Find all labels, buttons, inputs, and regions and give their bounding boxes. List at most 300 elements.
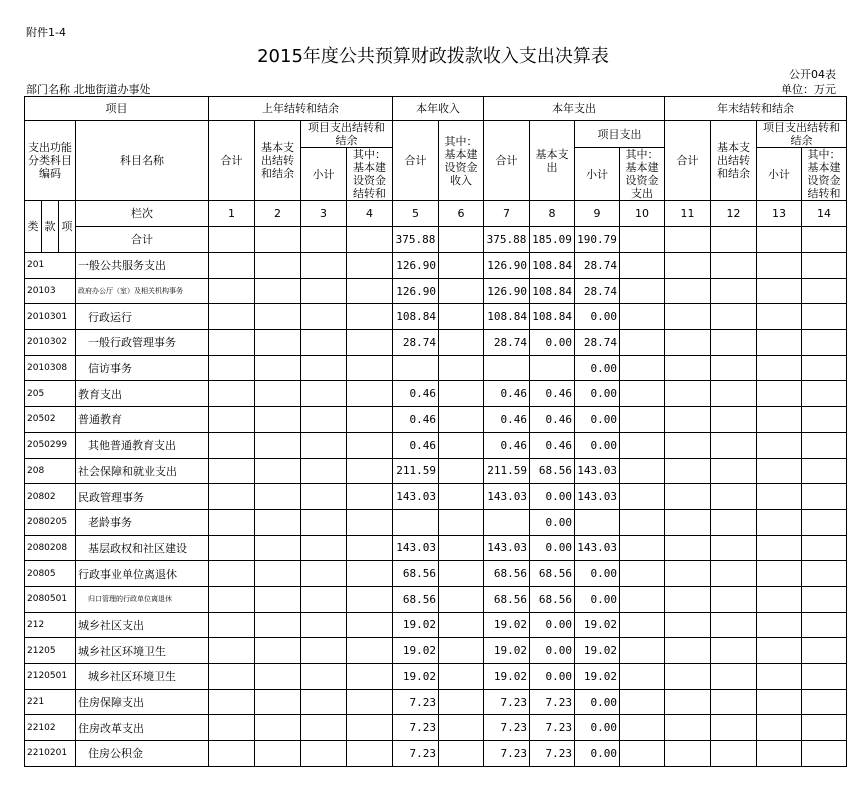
subject-name: 城乡社区环境卫生 bbox=[76, 638, 209, 664]
cell bbox=[255, 381, 301, 407]
header-income-total: 合计 bbox=[393, 121, 439, 201]
expense-project: 19.02 bbox=[575, 612, 620, 638]
cell bbox=[209, 253, 255, 279]
cell bbox=[802, 715, 847, 741]
cell bbox=[802, 612, 847, 638]
expense-project: 28.74 bbox=[575, 253, 620, 279]
dept-label: 部门名称 bbox=[26, 83, 70, 96]
header-income-capital: 其中：基本建设资金收入 bbox=[439, 121, 484, 201]
cell bbox=[347, 458, 393, 484]
table-row bbox=[25, 432, 847, 458]
table-row bbox=[25, 330, 847, 356]
cell bbox=[255, 535, 301, 561]
table-row bbox=[25, 509, 847, 535]
subject-name: 行政事业单位离退休 bbox=[76, 561, 209, 587]
cell bbox=[711, 278, 757, 304]
expense-basic: 0.00 bbox=[530, 330, 575, 356]
expense-project: 143.03 bbox=[575, 458, 620, 484]
header-exp-capital: 其中：基本建设资金支出 bbox=[620, 148, 665, 201]
expense-total bbox=[484, 509, 530, 535]
subject-code: 21205 bbox=[25, 638, 76, 664]
cell bbox=[301, 689, 347, 715]
cell bbox=[757, 561, 802, 587]
table-row bbox=[25, 304, 847, 330]
cell bbox=[802, 330, 847, 356]
header-exp-total: 合计 bbox=[484, 121, 530, 201]
expense-total: 211.59 bbox=[484, 458, 530, 484]
cell bbox=[255, 355, 301, 381]
cell bbox=[301, 407, 347, 433]
col-num: 12 bbox=[711, 201, 757, 227]
cell bbox=[255, 586, 301, 612]
subject-code: 208 bbox=[25, 458, 76, 484]
header-end-total: 合计 bbox=[665, 121, 711, 201]
cell bbox=[620, 407, 665, 433]
unit-label: 单位：万元 bbox=[781, 83, 836, 96]
cell bbox=[711, 355, 757, 381]
cell bbox=[802, 381, 847, 407]
header-xiang: 项 bbox=[59, 201, 76, 253]
cell bbox=[439, 612, 484, 638]
expense-project: 19.02 bbox=[575, 664, 620, 690]
income-total: 68.56 bbox=[393, 586, 439, 612]
expense-basic: 7.23 bbox=[530, 715, 575, 741]
subject-code: 2080208 bbox=[25, 535, 76, 561]
header-end-balance: 年末结转和结余 bbox=[665, 97, 847, 121]
cell bbox=[439, 484, 484, 510]
cell bbox=[620, 432, 665, 458]
header-project: 项目 bbox=[25, 97, 209, 121]
cell bbox=[209, 278, 255, 304]
subject-name: 社会保障和就业支出 bbox=[76, 458, 209, 484]
expense-basic: 0.46 bbox=[530, 407, 575, 433]
cell bbox=[255, 638, 301, 664]
col-num: 14 bbox=[802, 201, 847, 227]
cell bbox=[620, 741, 665, 767]
cell bbox=[757, 741, 802, 767]
cell bbox=[665, 638, 711, 664]
cell bbox=[802, 278, 847, 304]
expense-total: 28.74 bbox=[484, 330, 530, 356]
subject-name: 住房改革支出 bbox=[76, 715, 209, 741]
cell bbox=[757, 407, 802, 433]
cell bbox=[301, 253, 347, 279]
subject-name: 教育支出 bbox=[76, 381, 209, 407]
cell bbox=[711, 638, 757, 664]
subject-name: 一般公共服务支出 bbox=[76, 253, 209, 279]
cell bbox=[347, 278, 393, 304]
cell bbox=[802, 664, 847, 690]
cell bbox=[347, 638, 393, 664]
cell bbox=[347, 586, 393, 612]
cell bbox=[439, 330, 484, 356]
expense-project: 0.00 bbox=[575, 381, 620, 407]
cell bbox=[347, 561, 393, 587]
cell bbox=[255, 304, 301, 330]
cell bbox=[439, 664, 484, 690]
expense-total: 126.90 bbox=[484, 253, 530, 279]
expense-project bbox=[575, 509, 620, 535]
subject-code: 2210201 bbox=[25, 741, 76, 767]
cell bbox=[665, 586, 711, 612]
cell bbox=[665, 561, 711, 587]
subject-code: 20103 bbox=[25, 278, 76, 304]
cell bbox=[347, 253, 393, 279]
subject-name: 归口管理的行政单位离退休 bbox=[76, 586, 209, 612]
header-end-capital: 其中：基本建设资金结转和 bbox=[802, 148, 847, 201]
cell bbox=[757, 664, 802, 690]
cell bbox=[620, 715, 665, 741]
cell bbox=[620, 535, 665, 561]
cell bbox=[347, 509, 393, 535]
cell bbox=[757, 278, 802, 304]
table-row bbox=[25, 741, 847, 767]
income-total: 126.90 bbox=[393, 253, 439, 279]
cell bbox=[255, 561, 301, 587]
expense-total: 0.46 bbox=[484, 381, 530, 407]
cell bbox=[665, 458, 711, 484]
col-num: 6 bbox=[439, 201, 484, 227]
income-total bbox=[393, 355, 439, 381]
header-func-code: 支出功能分类科目编码 bbox=[25, 121, 76, 201]
page-title: 2015年度公共预算财政拨款收入支出决算表 bbox=[257, 46, 609, 67]
income-total: 7.23 bbox=[393, 715, 439, 741]
cell bbox=[255, 484, 301, 510]
cell bbox=[620, 561, 665, 587]
cell bbox=[665, 355, 711, 381]
expense-basic: 0.46 bbox=[530, 381, 575, 407]
header-prev-subtotal: 小计 bbox=[301, 148, 347, 201]
expense-project: 143.03 bbox=[575, 484, 620, 510]
cell bbox=[757, 484, 802, 510]
cell bbox=[711, 330, 757, 356]
cell bbox=[802, 407, 847, 433]
cell bbox=[209, 330, 255, 356]
cell bbox=[665, 535, 711, 561]
cell bbox=[665, 715, 711, 741]
cell bbox=[439, 458, 484, 484]
cell bbox=[301, 509, 347, 535]
cell bbox=[711, 586, 757, 612]
header-exp-proj: 项目支出 bbox=[575, 121, 665, 148]
expense-project: 0.00 bbox=[575, 304, 620, 330]
expense-total: 7.23 bbox=[484, 741, 530, 767]
cell bbox=[301, 432, 347, 458]
cell bbox=[347, 741, 393, 767]
cell bbox=[757, 715, 802, 741]
table-row bbox=[25, 278, 847, 304]
cell bbox=[209, 407, 255, 433]
cell bbox=[255, 741, 301, 767]
total-income: 375.88 bbox=[393, 227, 439, 253]
cell bbox=[439, 561, 484, 587]
income-total: 0.46 bbox=[393, 381, 439, 407]
expense-basic: 68.56 bbox=[530, 458, 575, 484]
cell bbox=[301, 561, 347, 587]
cell bbox=[757, 432, 802, 458]
cell bbox=[757, 509, 802, 535]
subject-name: 基层政权和社区建设 bbox=[76, 535, 209, 561]
cell bbox=[209, 484, 255, 510]
cell bbox=[255, 432, 301, 458]
expense-project: 28.74 bbox=[575, 278, 620, 304]
header-lei: 类 bbox=[25, 201, 42, 253]
cell bbox=[347, 355, 393, 381]
expense-total: 68.56 bbox=[484, 586, 530, 612]
total-basic: 185.09 bbox=[530, 227, 575, 253]
subject-code: 2010302 bbox=[25, 330, 76, 356]
table-row bbox=[25, 715, 847, 741]
table-row bbox=[25, 612, 847, 638]
cell bbox=[301, 458, 347, 484]
cell bbox=[347, 689, 393, 715]
income-total: 28.74 bbox=[393, 330, 439, 356]
cell bbox=[757, 586, 802, 612]
cell bbox=[802, 253, 847, 279]
table-row bbox=[25, 484, 847, 510]
cell bbox=[620, 355, 665, 381]
cell bbox=[665, 612, 711, 638]
header-col-order: 栏次 bbox=[76, 201, 209, 227]
income-total: 143.03 bbox=[393, 484, 439, 510]
cell bbox=[665, 253, 711, 279]
expense-total: 7.23 bbox=[484, 689, 530, 715]
cell bbox=[757, 355, 802, 381]
expense-project: 0.00 bbox=[575, 407, 620, 433]
cell bbox=[711, 715, 757, 741]
cell bbox=[757, 381, 802, 407]
header-end-basic: 基本支出结转和结余 bbox=[711, 121, 757, 201]
cell bbox=[711, 432, 757, 458]
col-num: 5 bbox=[393, 201, 439, 227]
cell bbox=[301, 330, 347, 356]
cell bbox=[209, 355, 255, 381]
cell bbox=[439, 304, 484, 330]
cell bbox=[439, 535, 484, 561]
cell bbox=[757, 638, 802, 664]
cell bbox=[711, 535, 757, 561]
expense-total: 143.03 bbox=[484, 484, 530, 510]
expense-project: 0.00 bbox=[575, 741, 620, 767]
expense-project: 0.00 bbox=[575, 355, 620, 381]
expense-basic: 7.23 bbox=[530, 689, 575, 715]
header-kuan: 款 bbox=[42, 201, 59, 253]
cell bbox=[209, 458, 255, 484]
subject-code: 205 bbox=[25, 381, 76, 407]
total-expense: 375.88 bbox=[484, 227, 530, 253]
table-row bbox=[25, 689, 847, 715]
subject-name: 普通教育 bbox=[76, 407, 209, 433]
cell bbox=[255, 612, 301, 638]
cell bbox=[620, 458, 665, 484]
cell bbox=[209, 304, 255, 330]
expense-project: 0.00 bbox=[575, 689, 620, 715]
total-label: 合计 bbox=[76, 227, 209, 253]
cell bbox=[301, 278, 347, 304]
cell bbox=[711, 458, 757, 484]
income-total bbox=[393, 509, 439, 535]
cell bbox=[347, 432, 393, 458]
cell bbox=[711, 741, 757, 767]
income-total: 126.90 bbox=[393, 278, 439, 304]
expense-project: 28.74 bbox=[575, 330, 620, 356]
cell bbox=[255, 664, 301, 690]
cell bbox=[620, 278, 665, 304]
cell bbox=[711, 561, 757, 587]
subject-code: 2080501 bbox=[25, 586, 76, 612]
expense-project: 143.03 bbox=[575, 535, 620, 561]
expense-total: 19.02 bbox=[484, 638, 530, 664]
form-number: 公开04表 bbox=[789, 68, 836, 81]
subject-code: 20502 bbox=[25, 407, 76, 433]
income-total: 211.59 bbox=[393, 458, 439, 484]
income-total: 19.02 bbox=[393, 638, 439, 664]
col-num: 1 bbox=[209, 201, 255, 227]
cell bbox=[802, 535, 847, 561]
cell bbox=[301, 535, 347, 561]
cell bbox=[301, 381, 347, 407]
expense-total: 19.02 bbox=[484, 664, 530, 690]
expense-basic: 0.00 bbox=[530, 535, 575, 561]
cell bbox=[439, 407, 484, 433]
header-exp-subtotal: 小计 bbox=[575, 148, 620, 201]
expense-basic: 68.56 bbox=[530, 586, 575, 612]
cell bbox=[665, 689, 711, 715]
income-total: 108.84 bbox=[393, 304, 439, 330]
header-exp-basic: 基本支出 bbox=[530, 121, 575, 201]
cell bbox=[209, 561, 255, 587]
expense-basic: 108.84 bbox=[530, 304, 575, 330]
cell bbox=[439, 715, 484, 741]
subject-name: 行政运行 bbox=[76, 304, 209, 330]
cell bbox=[620, 304, 665, 330]
budget-table bbox=[24, 96, 847, 767]
cell bbox=[757, 458, 802, 484]
cell bbox=[209, 509, 255, 535]
subject-code: 20805 bbox=[25, 561, 76, 587]
cell bbox=[255, 253, 301, 279]
expense-total: 108.84 bbox=[484, 304, 530, 330]
cell bbox=[255, 330, 301, 356]
cell bbox=[347, 381, 393, 407]
cell bbox=[439, 586, 484, 612]
subject-name: 住房公积金 bbox=[76, 741, 209, 767]
cell bbox=[802, 741, 847, 767]
subject-code: 221 bbox=[25, 689, 76, 715]
cell bbox=[301, 355, 347, 381]
cell bbox=[802, 304, 847, 330]
cell bbox=[802, 509, 847, 535]
header-expense: 本年支出 bbox=[484, 97, 665, 121]
table-row bbox=[25, 355, 847, 381]
subject-code: 2010308 bbox=[25, 355, 76, 381]
cell bbox=[301, 715, 347, 741]
col-num: 11 bbox=[665, 201, 711, 227]
cell bbox=[255, 407, 301, 433]
cell bbox=[209, 664, 255, 690]
expense-total: 19.02 bbox=[484, 612, 530, 638]
cell bbox=[255, 458, 301, 484]
expense-basic: 0.00 bbox=[530, 484, 575, 510]
subject-name: 其他普通教育支出 bbox=[76, 432, 209, 458]
cell bbox=[620, 330, 665, 356]
cell bbox=[209, 612, 255, 638]
cell bbox=[347, 664, 393, 690]
cell bbox=[665, 278, 711, 304]
subject-code: 2080205 bbox=[25, 509, 76, 535]
col-num: 10 bbox=[620, 201, 665, 227]
cell bbox=[209, 638, 255, 664]
cell bbox=[301, 664, 347, 690]
expense-total: 7.23 bbox=[484, 715, 530, 741]
col-num: 8 bbox=[530, 201, 575, 227]
col-num: 4 bbox=[347, 201, 393, 227]
expense-project: 0.00 bbox=[575, 715, 620, 741]
col-num: 2 bbox=[255, 201, 301, 227]
cell bbox=[301, 304, 347, 330]
expense-basic: 0.00 bbox=[530, 638, 575, 664]
cell bbox=[711, 689, 757, 715]
income-total: 19.02 bbox=[393, 664, 439, 690]
cell bbox=[439, 381, 484, 407]
subject-code: 2010301 bbox=[25, 304, 76, 330]
cell bbox=[439, 509, 484, 535]
cell bbox=[802, 484, 847, 510]
cell bbox=[665, 509, 711, 535]
col-num: 3 bbox=[301, 201, 347, 227]
expense-basic: 0.00 bbox=[530, 509, 575, 535]
subject-code: 2050299 bbox=[25, 432, 76, 458]
header-prev-proj: 项目支出结转和结余 bbox=[301, 121, 393, 148]
subject-code: 212 bbox=[25, 612, 76, 638]
cell bbox=[620, 664, 665, 690]
col-num: 9 bbox=[575, 201, 620, 227]
cell bbox=[802, 586, 847, 612]
income-total: 143.03 bbox=[393, 535, 439, 561]
subject-code: 20802 bbox=[25, 484, 76, 510]
table-row bbox=[25, 253, 847, 279]
cell bbox=[439, 689, 484, 715]
cell bbox=[347, 484, 393, 510]
subject-code: 201 bbox=[25, 253, 76, 279]
income-total: 68.56 bbox=[393, 561, 439, 587]
subject-code: 22102 bbox=[25, 715, 76, 741]
cell bbox=[665, 664, 711, 690]
cell bbox=[439, 278, 484, 304]
table-row bbox=[25, 664, 847, 690]
cell bbox=[347, 330, 393, 356]
cell bbox=[711, 253, 757, 279]
cell bbox=[439, 355, 484, 381]
dept-name: 北地街道办事处 bbox=[73, 83, 151, 96]
cell bbox=[301, 638, 347, 664]
header-prev-basic: 基本支出结转和结余 bbox=[255, 121, 301, 201]
cell bbox=[347, 407, 393, 433]
cell bbox=[347, 535, 393, 561]
expense-basic bbox=[530, 355, 575, 381]
cell bbox=[620, 381, 665, 407]
cell bbox=[209, 715, 255, 741]
subject-name: 城乡社区环境卫生 bbox=[76, 664, 209, 690]
cell bbox=[209, 535, 255, 561]
subject-name: 城乡社区支出 bbox=[76, 612, 209, 638]
cell bbox=[255, 689, 301, 715]
cell bbox=[711, 484, 757, 510]
expense-total: 143.03 bbox=[484, 535, 530, 561]
cell bbox=[209, 381, 255, 407]
income-total: 7.23 bbox=[393, 741, 439, 767]
cell bbox=[255, 715, 301, 741]
